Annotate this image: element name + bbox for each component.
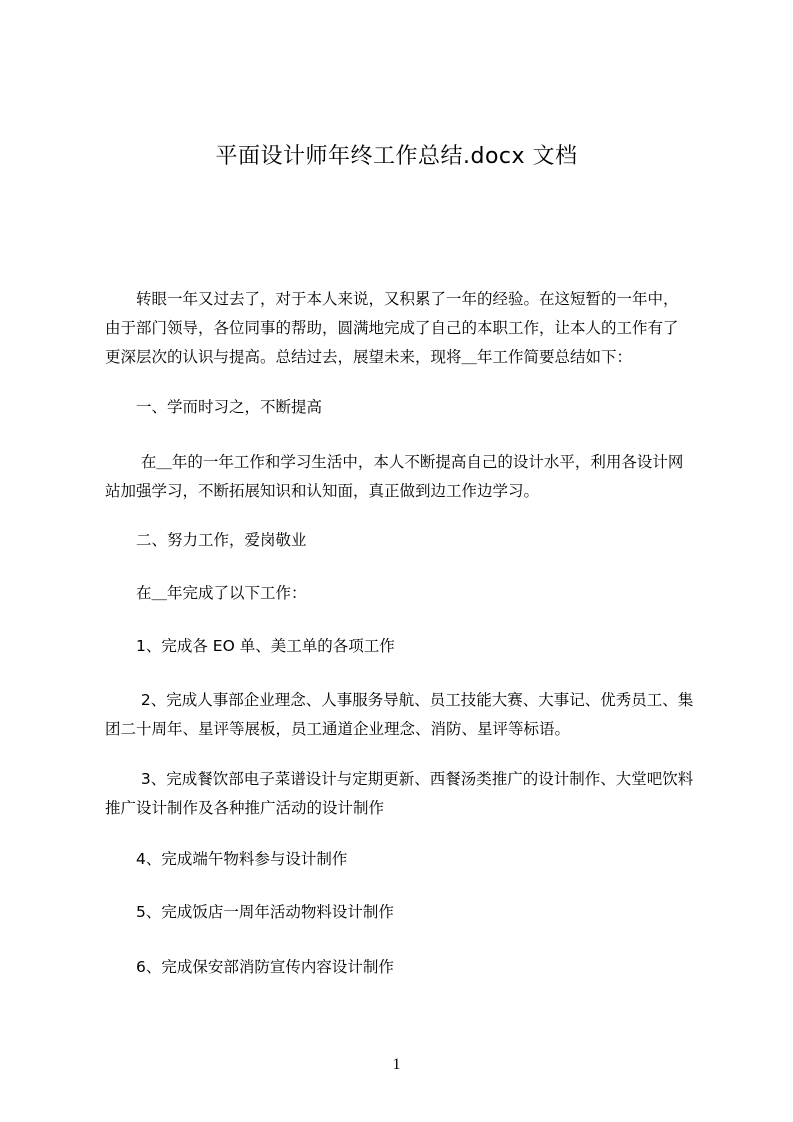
paragraph-line: 在＿年的一年工作和学习生活中，本人不断提高自己的设计水平，利用各设计网 — [105, 453, 684, 471]
page-number: 1 — [392, 1056, 401, 1073]
paragraph-line: 由于部门领导，各位同事的帮助，圆满地完成了自己的本职工作，让本人的工作有了 — [105, 319, 679, 337]
work-item-3 — [105, 765, 705, 823]
list-item: 3、完成餐饮部电子菜谱设计与定期更新、西餐汤类推广的设计制作、大堂吧饮料 — [105, 770, 694, 788]
paragraph-line: 在＿年完成了以下工作： — [105, 584, 307, 602]
heading-text: 一、学而时习之，不断提高 — [105, 398, 323, 416]
work-item-6 — [105, 953, 705, 982]
list-item: 4、完成端午物料参与设计制作 — [105, 850, 348, 868]
study-paragraph — [105, 448, 705, 506]
work-list-intro — [105, 579, 705, 608]
section-heading-1 — [105, 393, 705, 422]
paragraph-line: 站加强学习，不断拓展知识和认知面，真正做到边工作边学习。 — [105, 482, 540, 500]
work-item-2 — [105, 686, 705, 744]
paragraph-line: 更深层次的认识与提高。总结过去，展望未来，现将＿年工作简要总结如下： — [105, 348, 633, 366]
heading-text: 二、努力工作，爱岗敬业 — [105, 531, 307, 549]
work-item-4 — [105, 845, 705, 874]
work-item-5 — [105, 898, 705, 927]
list-item: 团二十周年、星评等展板，员工通道企业理念、消防、星评等标语。 — [105, 720, 571, 738]
list-item: 6、完成保安部消防宣传内容设计制作 — [105, 958, 394, 976]
list-item: 5、完成饭店一周年活动物料设计制作 — [105, 903, 394, 921]
document-title: 平面设计师年终工作总结.docx 文档 — [215, 144, 578, 169]
intro-paragraph — [105, 285, 705, 372]
list-item: 推广设计制作及各种推广活动的设计制作 — [105, 799, 385, 817]
list-item: 1、完成各 EO 单、美工单的各项工作 — [105, 637, 395, 655]
work-item-1 — [105, 632, 705, 661]
list-item: 2、完成人事部企业理念、人事服务导航、员工技能大赛、大事记、优秀员工、集 — [105, 691, 694, 709]
paragraph-line: 转眼一年又过去了，对于本人来说，又积累了一年的经验。在这短暂的一年中， — [105, 290, 679, 308]
section-heading-2 — [105, 526, 705, 555]
